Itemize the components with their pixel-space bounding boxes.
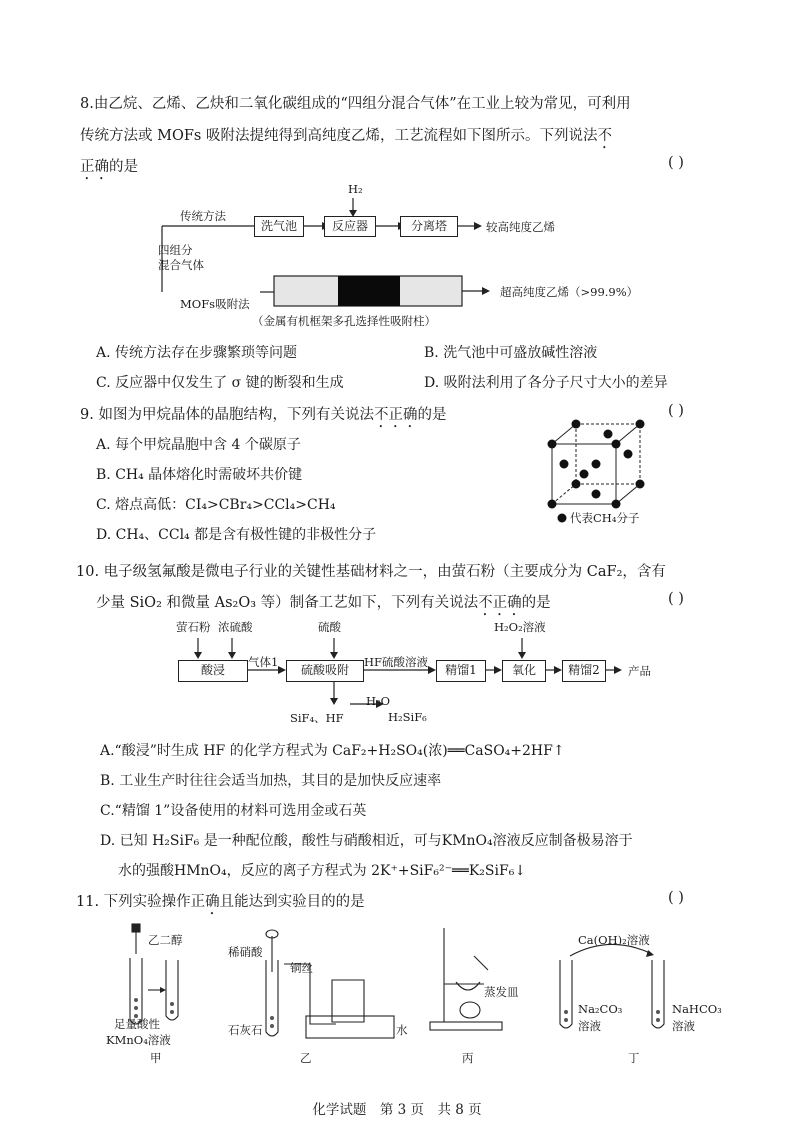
distill2-box: 精馏2 [562, 660, 606, 682]
distill1-box: 精馏1 [436, 660, 486, 682]
q8-answer-paren[interactable]: ( ) [668, 155, 684, 171]
q10-emphasis: 不正确 [478, 595, 522, 611]
unit-cell-legend: 代表CH₄分子 [570, 511, 640, 525]
conc-sulfuric-label: 浓硫酸 [218, 620, 253, 634]
mofs-method-label: MOFs吸附法 [180, 297, 250, 311]
h2o2-label: H₂O₂溶液 [494, 620, 546, 634]
q10-stem-line2: 少量 SiO₂ 和微量 As₂O₃ 等）制备工艺如下，下列有关说法不正确的是 [96, 595, 551, 611]
methane-unit-cell [540, 418, 650, 510]
na2co3-label2: 溶液 [578, 1019, 601, 1033]
q9-option-a[interactable]: A. 每个甲烷晶胞中含 4 个碳原子 [96, 437, 301, 453]
acidic-kmno4-label1: 足量酸性 [114, 1017, 160, 1031]
q8-arrow-4 [474, 222, 482, 230]
ethylene-glycol-label: 乙二醇 [148, 933, 183, 947]
q10-option-b[interactable]: B. 工业生产时往往会适当加热，其目的是加快反应速率 [100, 773, 442, 789]
water-label: 水 [396, 1023, 408, 1037]
h2-label: H₂ [348, 182, 363, 196]
q11-answer-paren[interactable]: ( ) [668, 890, 684, 906]
oxidation-box: 氧化 [502, 660, 546, 682]
reactor-box: 反应器 [324, 216, 376, 237]
nahco3-label1: NaHCO₃ [672, 1002, 722, 1016]
caoh2-label: Ca(OH)₂溶液 [578, 933, 650, 947]
separation-tower-box: 分离塔 [400, 216, 458, 237]
q8-arrow-5 [482, 287, 490, 295]
q9-option-b[interactable]: B. CH₄ 晶体熔化时需破坏共价键 [96, 467, 303, 483]
q8-stem-line1: 8.由乙烷、乙烯、乙炔和二氧化碳组成的“四组分混合气体”在工业上较为常见，可利用 [80, 96, 631, 112]
legend-dot-icon [556, 512, 568, 524]
q8-stem-line2-text: 传统方法或 MOFs 吸附法提纯得到高纯度乙烯，工艺流程如下图所示。下列说法 [80, 128, 598, 144]
fluorite-input-label: 萤石粉 [176, 620, 211, 634]
q9-stem: 9. 如图为甲烷晶体的晶胞结构，下列有关说法不正确的是 [80, 407, 447, 423]
q9-option-c[interactable]: C. 熔点高低：CI₄>CBr₄>CCl₄>CH₄ [96, 497, 336, 513]
product-label: 产品 [628, 664, 651, 678]
acid-leach-box: 酸浸 [178, 660, 248, 682]
apparatus-jia-label: 甲 [150, 1051, 162, 1065]
gas1-label: 气体1 [248, 655, 279, 669]
limestone-label: 石灰石 [228, 1023, 263, 1037]
acidic-kmno4-label2: KMnO₄溶液 [106, 1033, 171, 1047]
q8-stem-line2 [80, 124, 612, 152]
dilute-nitric-label: 稀硝酸 [228, 945, 263, 959]
nahco3-label2: 溶液 [672, 1019, 695, 1033]
sif4-hf-label: SiF₄、HF [290, 711, 344, 725]
traditional-method-label: 传统方法 [180, 209, 226, 223]
q8-emphasis-not: 不 [597, 128, 612, 144]
q10-option-c[interactable]: C.“精馏 1”设备使用的材料可选用金或石英 [100, 803, 367, 819]
evaporating-dish-label: 蒸发皿 [484, 985, 519, 999]
mixed-gas-label: 四组分 混合气体 [158, 243, 204, 272]
q8-option-b[interactable]: B. 洗气池中可盛放碱性溶液 [424, 345, 598, 361]
wash-pool-box: 洗气池 [254, 216, 304, 237]
ultra-high-purity-label: 超高纯度乙烯（>99.9%） [500, 285, 639, 299]
page-footer: 化学试题 第 3 页 共 8 页 [312, 1102, 482, 1118]
sulfuric-acid-label: 硫酸 [318, 620, 341, 634]
mofs-column-dark-section [338, 276, 400, 306]
sulfuric-absorb-box: 硫酸吸附 [286, 660, 364, 682]
q11-emphasis: 确 [205, 894, 220, 910]
apparatus-ding-label: 丁 [628, 1051, 640, 1065]
q10-option-d-line1[interactable]: D. 已知 H₂SiF₆ 是一种配位酸，酸性与硝酸相近，可与KMnO₄溶液反应制备极易溶于 [100, 833, 633, 849]
q10-stem-line1: 10. 电子级氢氟酸是微电子行业的关键性基础材料之一，由萤石粉（主要成分为 CaF₂，含有 [76, 564, 666, 580]
na2co3-label1: Na₂CO₃ [578, 1002, 623, 1016]
hf-solution-label: HF硫酸溶液 [364, 655, 429, 669]
q9-emphasis: 不正确 [373, 407, 418, 423]
q8-option-c[interactable]: C. 反应器中仅发生了 σ 键的断裂和生成 [96, 375, 344, 391]
high-purity-ethylene-label: 较高纯度乙烯 [486, 220, 555, 234]
apparatus-yi-label: 乙 [300, 1051, 312, 1065]
q9-answer-paren[interactable]: ( ) [668, 403, 684, 419]
q8-option-d[interactable]: D. 吸附法利用了各分子尺寸大小的差异 [424, 375, 668, 391]
q10-answer-paren[interactable]: ( ) [668, 591, 684, 607]
apparatus-bing-label: 丙 [462, 1051, 474, 1065]
q8-stem-line3 [80, 155, 138, 183]
h2sif6-label: H₂SiF₆ [388, 710, 427, 724]
q10-option-a[interactable]: A.“酸浸”时生成 HF 的化学方程式为 CaF₂+H₂SO₄(浓)══CaSO₄+2HF↑ [100, 743, 565, 759]
q8-stem-line3-text: 的是 [109, 159, 138, 175]
q8-option-a[interactable]: A. 传统方法存在步骤繁琐等问题 [96, 345, 298, 361]
q9-option-d[interactable]: D. CH₄、CCl₄ 都是含有极性键的非极性分子 [96, 527, 377, 543]
q8-emphasis-correct: 正确 [80, 159, 109, 175]
copper-wire-label: 铜丝 [290, 961, 313, 975]
q11-stem: 11. 下列实验操作正确且能达到实验目的的是 [76, 894, 365, 910]
q10-option-d-line2: 水的强酸HMnO₄，反应的离子方程式为 2K⁺+SiF₆²⁻══K₂SiF₆↓ [118, 863, 527, 879]
mofs-caption: （金属有机框架多孔选择性吸附柱） [252, 314, 436, 328]
h2o-label: H₂O [366, 694, 391, 708]
